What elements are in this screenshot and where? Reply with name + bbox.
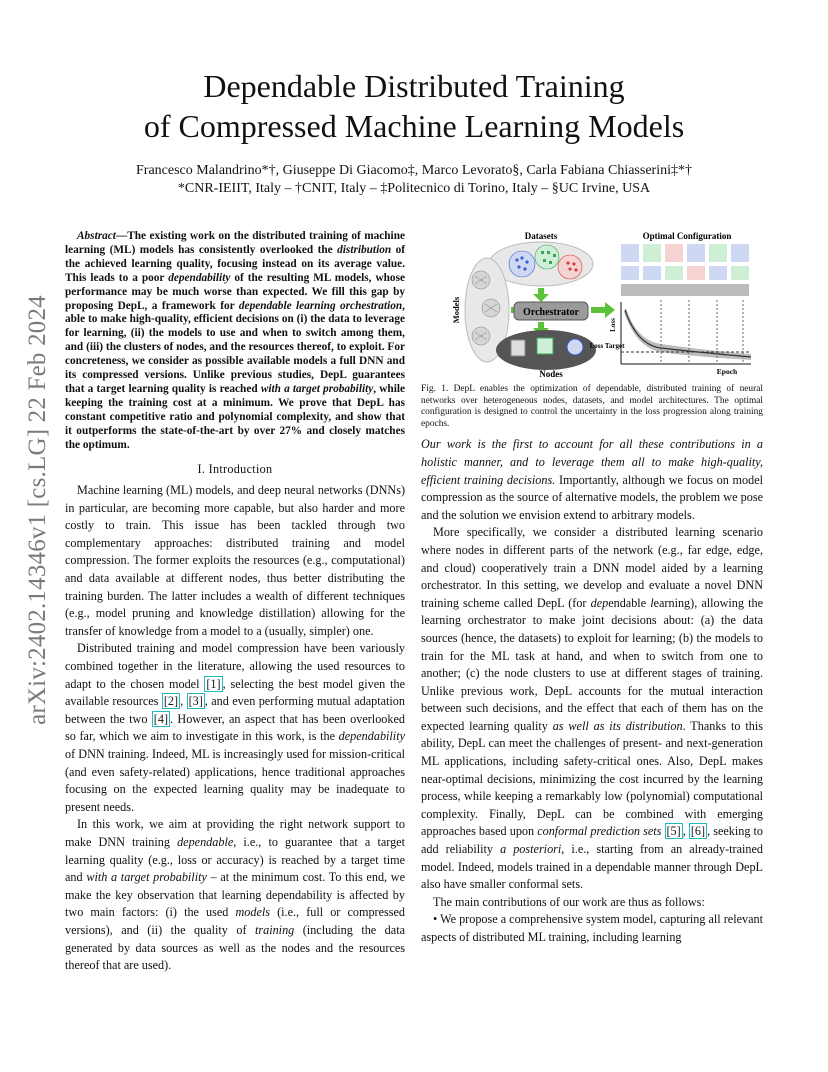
figure-caption: Fig. 1. DepL enables the optimization of dependable, distributed training of neural networks over heterogeneous nodes, datasets, and model architectures. The optimal configuration is designed to control the uncertainty in the loss progression along training epochs. xyxy=(421,384,763,429)
right-paragraph-4: • We propose a comprehensive system model, capturing all relevant aspects of distributed ML training, including learning xyxy=(421,912,763,944)
citation-link[interactable]: [4] xyxy=(153,711,169,726)
loss-axis-label: Loss xyxy=(609,318,617,332)
citation-link[interactable]: [2] xyxy=(163,694,179,709)
figure-1 xyxy=(421,230,763,378)
right-column xyxy=(421,230,763,947)
intro-paragraph-1: Machine learning (ML) models, and deep neural networks (DNNs) in particular, are becoming more capable, but also harder and more costly to train. This issue has been tackled through two complementary approaches: distributed training and model compression. The former exploits the resources (e.g., computational) and data available at different nodes, thus better distributing the training burden. The latter includes a wealth of different techniques (e.g., model pruning and knowledge distillation) allowing for the transfer of knowledge from a model to a (usually, simpler) one. xyxy=(65,483,405,638)
citation-link[interactable]: [6] xyxy=(690,824,706,839)
config-grid xyxy=(621,244,749,296)
author-block xyxy=(60,162,768,198)
loss-target-label: Loss Target xyxy=(589,342,625,350)
abstract: Abstract—The existing work on the distributed training of machine learning (ML) models has consistently overlooked the distribution of the achieved learning quality, focusing instead on its average value. This leads to a poor dependability of the resulting ML models, whose performance may be much worse than expected. We fill this gap by proposing DepL, a framework for dependable learning orchestration, able to make high-quality, efficient decisions on (i) the data to leverage for learning, (ii) the models to use and when to switch among them, and (iii) the clusters of nodes, and the resources thereof, to exploit. For concreteness, we consider as possible available models a full DNN and its compressed versions. Unlike previous studies, DepL guarantees that a target learning quality is reached with a target probability, while keeping the training cost at a minimum. We prove that DepL has constant competitive ratio and polynomial complexity, and show that it outperforms the state-of-the-art by over 27% and closely matches the optimum. xyxy=(65,230,405,451)
right-paragraph-2: More specifically, we consider a distributed learning scenario where nodes in different parts of the network (e.g., far edge, edge, and cloud) cooperatively train a DNN model aided by a learning orchestrator. In this setting, we develop and evaluate a novel DNN training scheme called DepL (for dependable learning), allowing the learning orchestrator to make joint decisions about: (a) the data sources (hence, the datasets) to exploit for learning; (b) the models to train for the ML task at hand, and when to switch from one to another; (c) the node clusters to use at different stages of training. Unlike previous work, DepL accounts for the mutual interaction between such decisions, and the effect that each of them has on the expected learning quality as well as its distribution. Thanks to this ability, DepL can meet the challenges of present- and next-generation ML applications, including safety-critical ones. Also, DepL makes near-optimal decisions, minimizing the cost incurred by the learning process, while keeping a remarkably low (polynomial) computational complexity. Finally, DepL can be combined with emerging approaches based upon conformal prediction sets [5] , [6] , seeking to add reliability a posteriori, i.e., starting from an already-trained model. Indeed, models trained in a dependable manner through DepL also have smaller conformal sets. xyxy=(421,525,764,892)
node-chip-icon xyxy=(537,338,553,354)
affiliations-line: *CNR-IEIIT, Italy – †CNIT, Italy – ‡Politecnico di Torino, Italy – §UC Irvine, USA xyxy=(177,181,651,196)
title-line-2: of Compressed Machine Learning Models xyxy=(143,108,685,144)
authors-line: Francesco Malandrino*†, Giuseppe Di Giacomo‡, Marco Levorato§, Carla Fabiana Chiasserini‡*† xyxy=(136,163,692,178)
dataset-blue-icon xyxy=(509,251,535,277)
arxiv-identifier xyxy=(18,290,58,730)
epoch-label: Epoch xyxy=(716,367,738,376)
node-server-icon xyxy=(511,340,525,356)
figure-1-diagram xyxy=(421,230,763,378)
right-paragraph-1: Our work is the first to account for all these contributions in a holistic manner, and to leverage them all to make high-quality, efficient training decisions. Importantly, although we focus on model compression as the source of alternative models, the problem we pose and the solution we envision extend to arbitrary models. xyxy=(421,437,763,522)
arrow-datasets-head xyxy=(533,294,549,302)
node-cloud-icon xyxy=(567,339,583,355)
paper-title xyxy=(60,66,768,146)
citation-link[interactable]: [3] xyxy=(188,694,203,709)
title-line-1: Dependable Distributed Training xyxy=(203,68,625,104)
intro-paragraph-3: In this work, we aim at providing the right network support to make DNN training dependable, i.e., to guarantee that a target learning quality (e.g., loss or accuracy) is reached by a target time and with a target probability – at the minimum cost. To this end, we make the key observation that learning dependability is affected by two main factors: (i) the used models (i.e., full or compressed versions), and (ii) the quality of training (including the data generated by data sources as well as the nodes and the resources thereof that are used). xyxy=(65,817,405,973)
intro-paragraph-2: Distributed training and model compression have been variously combined together in the literature, allowing the used resources to adapt to the chosen model [1] , selecting the best model given the available resources [2] , [3] , and even performing mutual adaptation between the two [4] . However, an aspect that has been overlooked so far, which we aim to investigate in this work, is the dependability of DNN training. Indeed, ML is increasingly used for mission-critical (and even safety-related) applications, hence traditional approaches focusing on the expected learning quality may be inadequate to present needs. xyxy=(65,641,405,814)
orchestrator-label: Orchestrator xyxy=(523,307,579,318)
arrow-config-head xyxy=(605,302,615,318)
figure-caption-label: Fig. 1. xyxy=(421,384,449,394)
nodes-label: Nodes xyxy=(539,369,563,378)
citation-link[interactable]: [5] xyxy=(666,824,681,839)
datasets-label: Datasets xyxy=(524,231,558,241)
optimal-config-label: Optimal Configuration xyxy=(642,231,732,241)
left-column xyxy=(65,230,405,975)
arxiv-id-text: arXiv:2402.14346v1 [cs.LG] 22 Feb 2024 xyxy=(24,295,51,725)
models-label: Models xyxy=(451,296,461,324)
section-heading-introduction: I. Introduction xyxy=(197,461,273,476)
right-paragraph-3: The main contributions of our work are thus as follows: xyxy=(433,894,705,909)
citation-link[interactable]: [1] xyxy=(206,676,221,691)
abstract-label: Abstract xyxy=(77,230,116,242)
